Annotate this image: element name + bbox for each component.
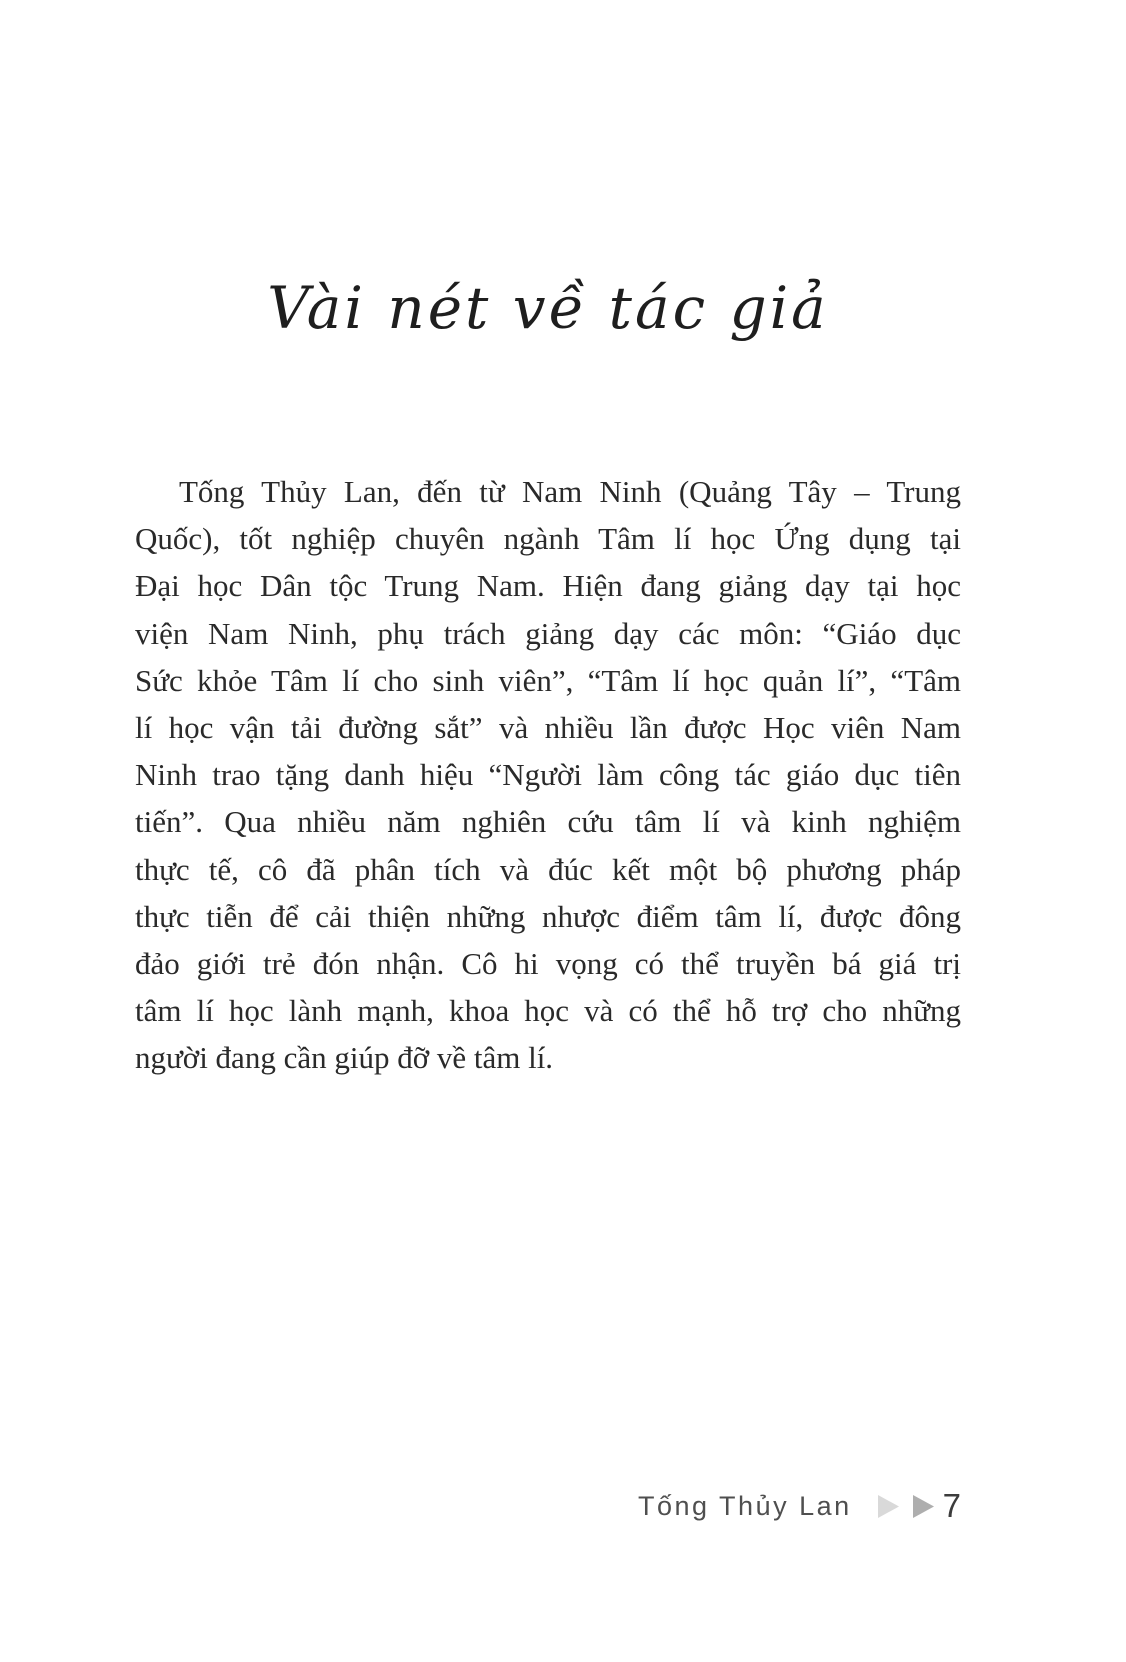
paragraph-line: thực tế, cô đã phân tích và đúc kết một bộ phương pháp [135, 851, 961, 887]
paragraph-line: thực tiễn để cải thiện những nhược điểm tâm lí, được đông [135, 898, 961, 934]
paragraph-line: Quốc), tốt nghiệp chuyên ngành Tâm lí học Ứng dụng tại [135, 521, 961, 557]
paragraph-line: đảo giới trẻ đón nhận. Cô hi vọng có thể truyền bá giá trị [135, 945, 961, 981]
page-arrow-light-shape [878, 1495, 899, 1518]
paragraph-line: Tống Thủy Lan, đến từ Nam Ninh (Quảng Tây – Trung [179, 474, 961, 509]
page-title: Vài nét về tác giả [267, 274, 829, 342]
paragraph-line: Đại học Dân tộc Trung Nam. Hiện đang giảng dạy tại học [135, 568, 961, 604]
paragraph-line: tâm lí học lành mạnh, khoa học và có thể hỗ trợ cho những [135, 993, 961, 1029]
page-arrow-light-icon [878, 1495, 899, 1518]
paragraph-line: lí học vận tải đường sắt” và nhiều lần được Học viên Nam [135, 709, 961, 745]
page-number: 7 [942, 1487, 961, 1524]
paragraph-line: người đang cần giúp đỡ về tâm lí. [135, 1040, 554, 1076]
page-arrow-dark-shape [913, 1495, 934, 1518]
paragraph-line: tiến”. Qua nhiều năm nghiên cứu tâm lí và kinh nghiệm [135, 804, 961, 840]
paragraph-line: viện Nam Ninh, phụ trách giảng dạy các môn: “Giáo dục [135, 615, 961, 651]
author-bio-paragraph [135, 468, 961, 1081]
paragraph-line: Ninh trao tặng danh hiệu “Người làm công tác giáo dục tiên [135, 757, 961, 793]
paragraph-line: Sức khỏe Tâm lí cho sinh viên”, “Tâm lí học quản lí”, “Tâm [135, 662, 961, 698]
footer-author-name: Tống Thủy Lan [638, 1490, 852, 1521]
page-footer [135, 1482, 961, 1530]
page-arrow-dark-icon [913, 1495, 934, 1518]
